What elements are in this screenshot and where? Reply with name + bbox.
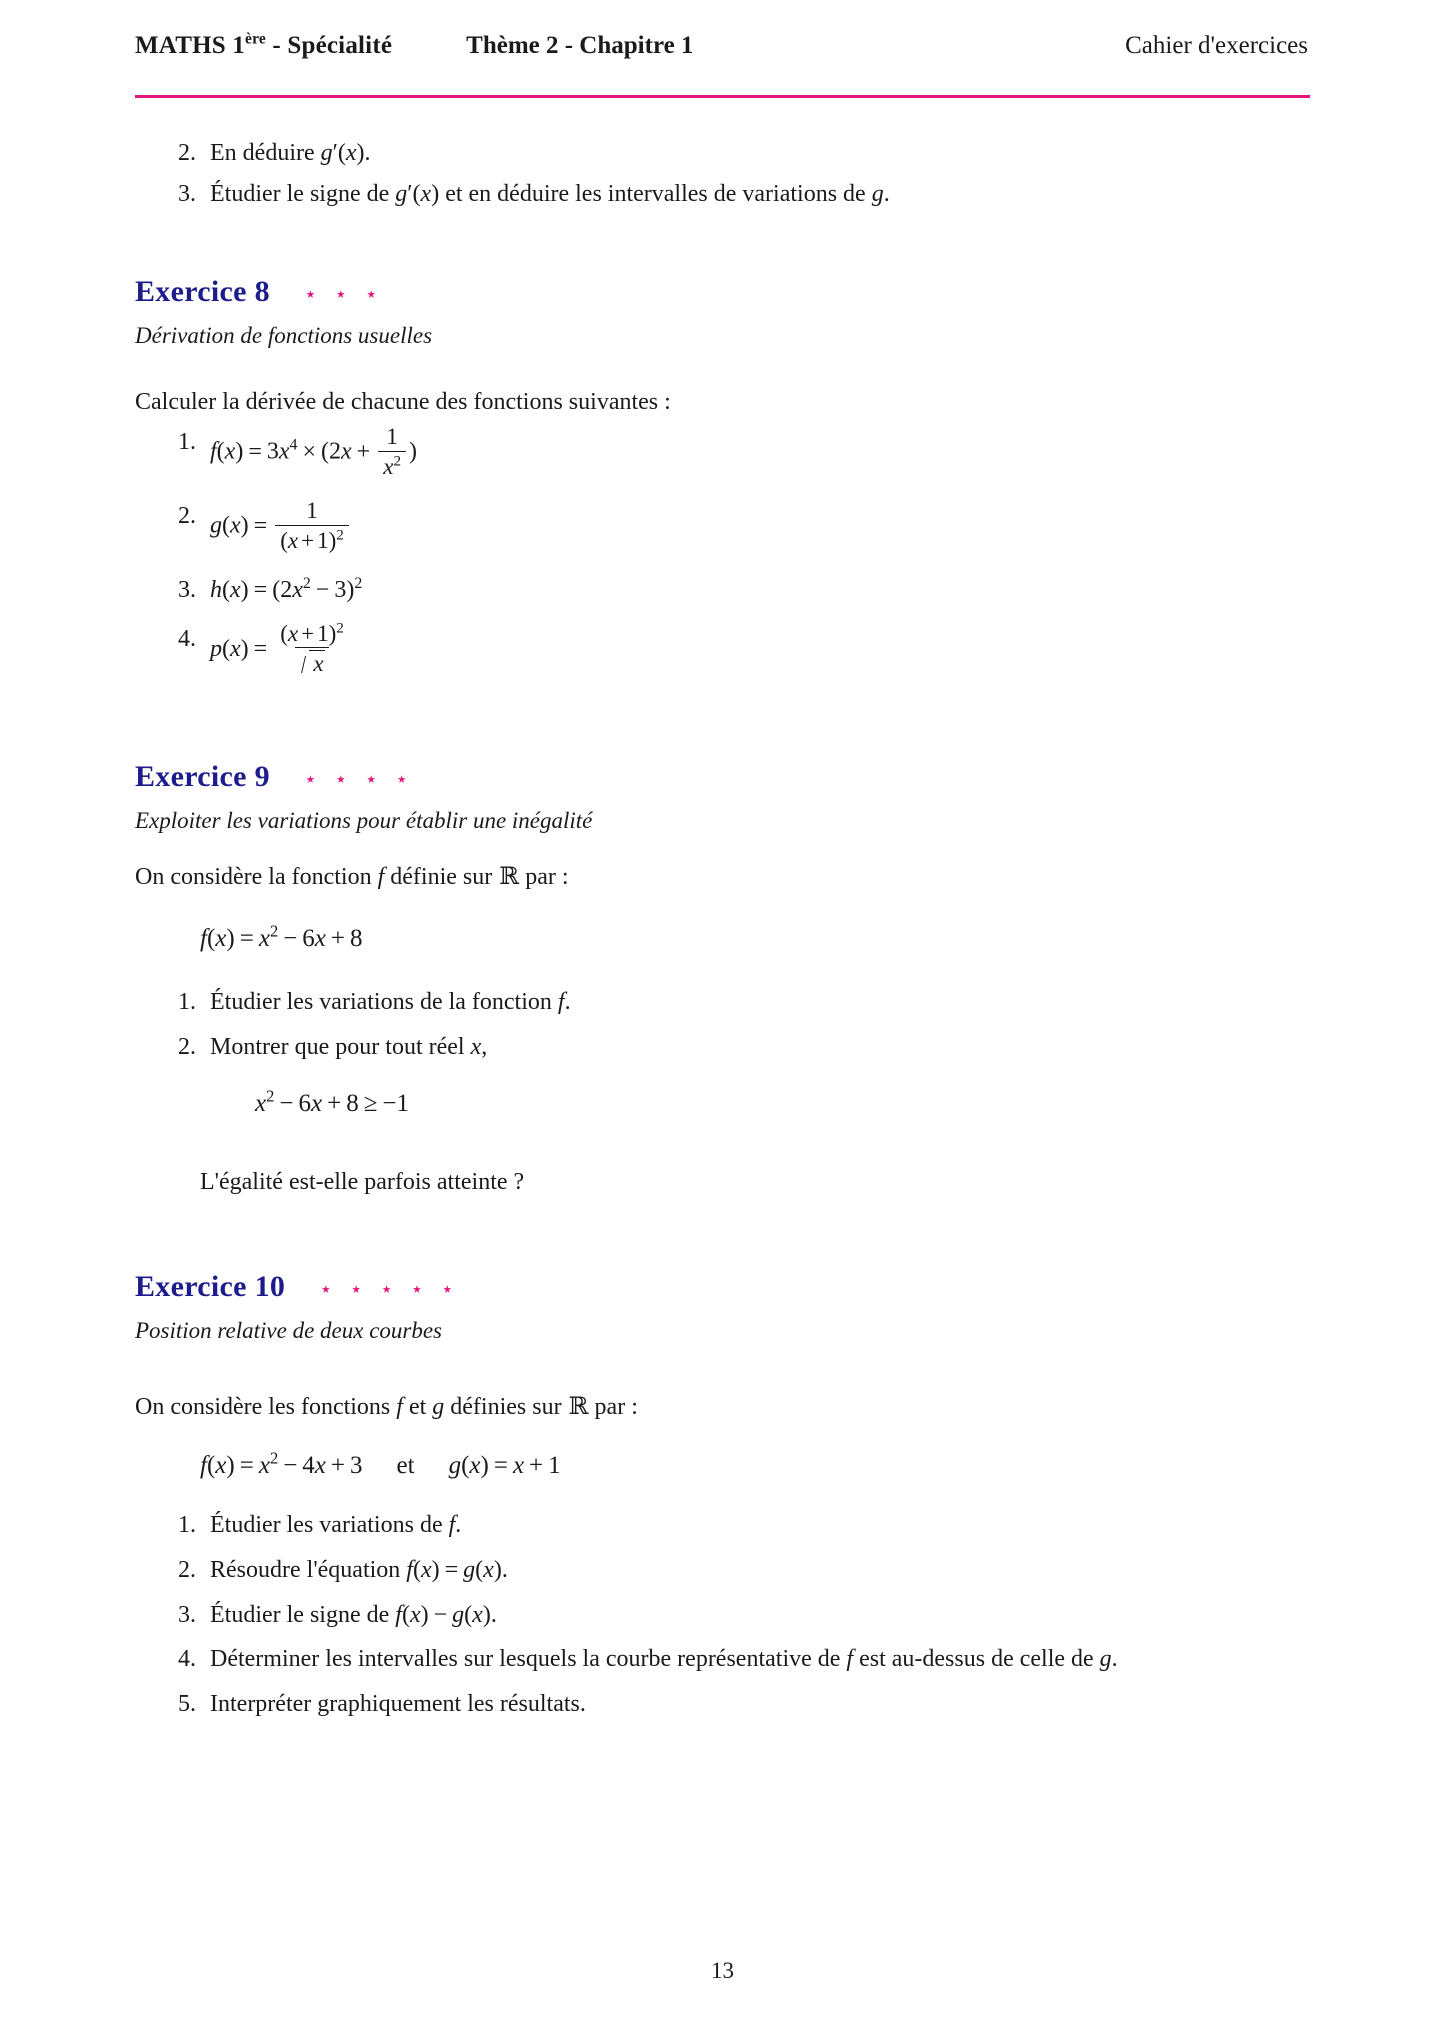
exercise-9-difficulty-stars: ⋆ ⋆ ⋆ ⋆ — [303, 767, 415, 791]
inline-math-x: x — [470, 1033, 482, 1060]
list-item — [168, 1553, 1348, 1588]
list-item-number: 1. — [178, 989, 196, 1015]
list-item-text-c: . — [883, 180, 890, 207]
list-item-number: 2. — [178, 140, 196, 166]
list-item — [168, 1508, 1348, 1543]
exercise-8-subtitle: Dérivation de fonctions usuelles — [135, 323, 433, 348]
list-item-text — [210, 1598, 1348, 1633]
exercise-8-section — [135, 275, 432, 349]
inline-math-reals: ℝ — [568, 1394, 589, 1420]
formula-h-of-x: $h(x) = (2x^2 - 3)^2$ — [210, 575, 363, 603]
list-item-text-a: Étudier les variations de — [210, 1512, 449, 1538]
exercise-9-display-formula: $f(x) = x^2 - 6x + 8$ — [200, 921, 363, 952]
exercise-9-intro-a: On considère la fonction — [135, 864, 378, 890]
inline-math-g-prime: g′(x) — [320, 140, 365, 166]
list-item-number: 3. — [178, 180, 196, 207]
formula-p-of-x: p(x) = $\frac{(x + 1)^2}{x}$ — [210, 618, 344, 677]
list-item-number: 5. — [178, 1691, 196, 1718]
list-item — [168, 496, 1328, 555]
inline-math-f: f — [448, 1512, 456, 1538]
exercise-8-heading — [135, 275, 432, 309]
list-item-number: 1. — [178, 429, 196, 455]
list-item-number: 2. — [178, 1556, 196, 1583]
list-item-text-b: et en déduire les intervalles de variations de — [439, 180, 872, 207]
inline-math-g-prime: g′(x) — [395, 180, 440, 207]
exercise-8-list — [168, 422, 1328, 685]
list-item-text — [210, 985, 1328, 1020]
exercise-10-section — [135, 1270, 460, 1344]
list-item-number: 4. — [178, 625, 196, 652]
inline-math-f-equals-g: f(x) = g(x) — [406, 1556, 502, 1583]
list-item-text-b: . — [564, 989, 571, 1015]
exercise-10-display-formula: $f(x) = x^2 - 4x + 3$ et g(x) = x + 1 — [200, 1448, 561, 1479]
formula-f-of-x: $f(x) = 3x^4 \times (2x$ + $\frac{1}{x^2}$ ) — [210, 422, 418, 479]
list-item — [168, 422, 1328, 481]
header-left-superscript: ère — [244, 30, 266, 48]
list-item-text-b: est au-dessus de celle de — [853, 1646, 1100, 1673]
exercise-8-difficulty-stars: ⋆ ⋆ ⋆ — [303, 282, 384, 306]
exercise-9-heading — [135, 760, 592, 794]
exercise-9-inequality: $x^2 - 6x + 8 \ge -1$ — [255, 1086, 410, 1117]
list-item — [168, 1030, 1328, 1065]
exercise-9-section — [135, 760, 592, 834]
header-rule — [135, 95, 1310, 98]
list-item-number: 2. — [178, 503, 196, 529]
inline-math-reals: ℝ — [499, 864, 520, 890]
exercise-8-title: Exercice 8 — [135, 275, 270, 308]
exercise-9-intro-c: par : — [519, 864, 569, 890]
list-item-text-c: . — [1111, 1646, 1118, 1673]
list-item-text-b: . — [455, 1512, 462, 1538]
header-left-rest: - Spécialité — [265, 32, 393, 59]
inline-math-f: f — [557, 989, 565, 1015]
list-item-text — [210, 1642, 1348, 1677]
list-item — [168, 1642, 1348, 1677]
inline-math-g: g — [1099, 1646, 1112, 1673]
inline-math-f-minus-g: f(x) − g(x) — [395, 1601, 491, 1628]
formula-g-of-x: g(x) = $\frac{1}{(x + 1)^2}$ — [210, 499, 1328, 555]
exercise-10-title: Exercice 10 — [135, 1270, 286, 1303]
header-right-title: Cahier d'exercices — [1125, 32, 1308, 59]
page-number: 13 — [711, 1958, 734, 1983]
inline-math-f: f — [846, 1646, 854, 1673]
list-item-text — [210, 177, 1328, 212]
list-item-text-a: Étudier les variations de la fonction — [210, 989, 558, 1015]
list-item — [168, 1598, 1348, 1633]
list-item — [168, 177, 1328, 212]
exercise-10-difficulty-stars: ⋆ ⋆ ⋆ ⋆ ⋆ — [319, 1277, 460, 1301]
list-item-text-b: . — [490, 1601, 497, 1628]
list-item-text — [210, 1553, 1348, 1588]
exercise-9-list — [168, 985, 1328, 1071]
exercise-10-intro — [135, 1390, 638, 1424]
list-item — [168, 1687, 1348, 1722]
exercise-9-title: Exercice 9 — [135, 760, 270, 793]
header-center-title: Thème 2 - Chapitre 1 — [466, 32, 694, 59]
carryover-list — [168, 136, 1328, 218]
list-item-text — [210, 1030, 1328, 1065]
exercise-10-intro-b: définies sur — [444, 1394, 568, 1420]
list-item-text — [210, 1508, 1348, 1543]
header-left-title — [135, 32, 392, 60]
list-item-number: 1. — [178, 1512, 196, 1538]
list-item-text-a: Étudier le signe de — [210, 180, 396, 207]
exercise-9-intro-b: définie sur — [384, 864, 499, 890]
list-item-number: 3. — [178, 1601, 196, 1628]
exercise-10-list — [168, 1508, 1348, 1728]
page-footer — [0, 1958, 1445, 1984]
list-item-text-a: Étudier le signe de — [210, 1601, 396, 1628]
exercise-9-closing-question: L'égalité est-elle parfois atteinte ? — [200, 1169, 525, 1195]
list-item-text-b: . — [501, 1556, 508, 1583]
exercise-10-heading — [135, 1270, 460, 1304]
list-item — [168, 573, 1328, 608]
exercise-9-intro — [135, 860, 569, 894]
list-item — [168, 985, 1328, 1020]
inline-math-f: f — [377, 864, 385, 890]
list-item-text-a: Résoudre l'équation — [210, 1556, 407, 1583]
inline-math-f: f — [396, 1394, 403, 1420]
list-item-text-b: . — [364, 140, 371, 166]
header-left-main: MATHS 1 — [135, 32, 245, 59]
list-item — [168, 136, 1328, 171]
exercise-9-subtitle: Exploiter les variations pour établir une inégalité — [135, 808, 593, 833]
exercise-10-intro-c: par : — [588, 1394, 638, 1420]
exercise-8-intro: Calculer la dérivée de chacune des fonctions suivantes : — [135, 389, 671, 415]
list-item-text-a: Déterminer les intervalles sur lesquels la courbe représentative de — [210, 1646, 847, 1673]
list-item-number: 2. — [178, 1033, 196, 1060]
list-item-text-a: En déduire — [210, 140, 321, 166]
exercise-10-intro-a: On considère les fonctions — [135, 1394, 397, 1420]
inline-math-g: g — [432, 1394, 445, 1420]
list-item-text-b: , — [481, 1033, 488, 1060]
exercise-10-intro-and: et — [402, 1394, 433, 1420]
inline-math-g: g — [871, 180, 884, 207]
exercise-10-subtitle: Position relative de deux courbes — [135, 1318, 443, 1343]
list-item-text: Interpréter graphiquement les résultats. — [210, 1691, 586, 1718]
list-item-text — [210, 136, 1328, 171]
list-item — [168, 618, 1328, 679]
list-item-text-a: Montrer que pour tout réel — [210, 1033, 471, 1060]
list-item-number: 4. — [178, 1646, 196, 1673]
page-header — [135, 32, 1310, 84]
list-item-number: 3. — [178, 577, 196, 603]
